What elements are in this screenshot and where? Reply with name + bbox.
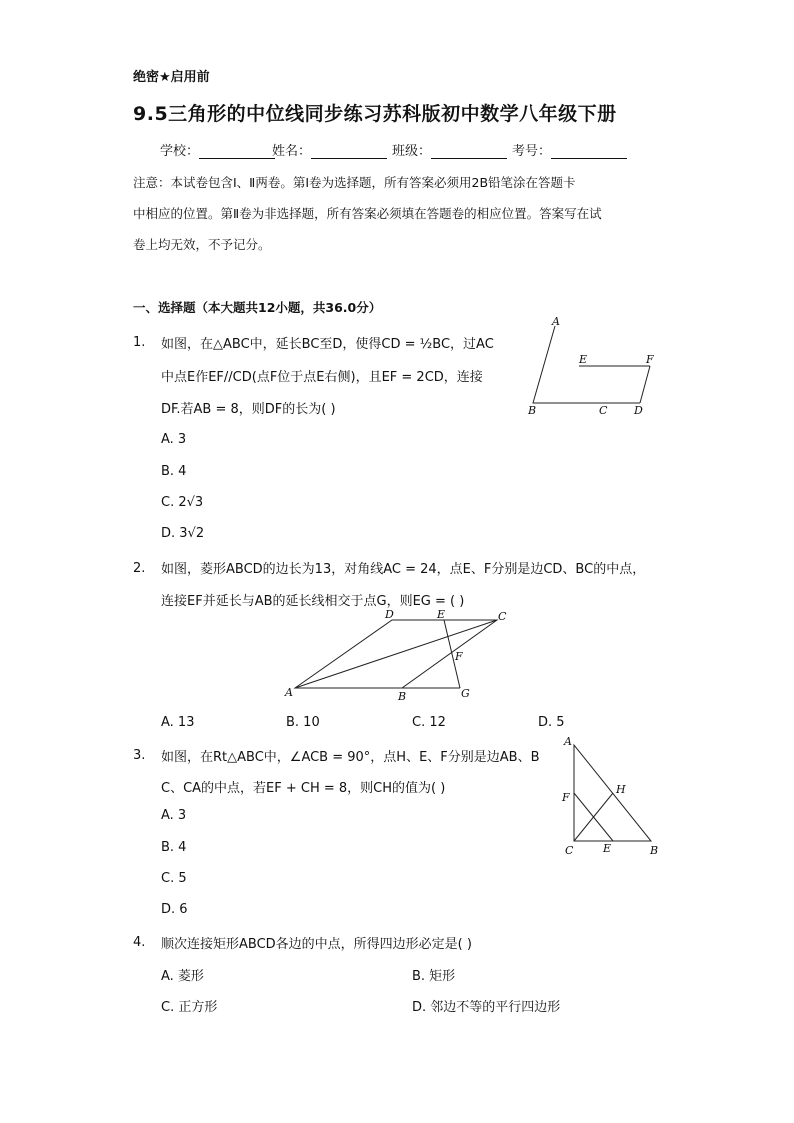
q2-label-a: A [285,686,293,699]
q2-option-d[interactable]: D. 5 [538,715,565,730]
q2-option-b[interactable]: B. 10 [286,715,320,730]
class-blank[interactable] [431,144,507,159]
q2-label-c: C [498,610,507,623]
class-label: 班级： [392,144,432,159]
q4-option-c[interactable]: C. 正方形 [161,1000,218,1015]
q1-figure [522,315,662,418]
q3-label-b: B [650,844,659,857]
q3-label-h: H [616,783,626,796]
q1-label-d: D [634,404,643,417]
q3-label-a: A [564,735,572,748]
notice-line-3: 卷上均无效，不予记分。 [133,237,271,252]
name-blank[interactable] [311,144,387,159]
q2-diagonal-ac [295,620,497,688]
school-label: 学校： [160,144,200,159]
exam-no-blank[interactable] [551,144,627,159]
q2-label-g: G [461,687,470,700]
q2-figure [282,610,512,705]
exam-no-label: 考号： [512,144,552,159]
q2-label-e: E [437,608,446,621]
q2-option-a[interactable]: A. 13 [161,715,195,730]
q2-label-b: B [398,690,407,703]
q1-option-d[interactable]: D. 3√2 [161,526,205,541]
q1-option-a[interactable]: A. 3 [161,432,187,447]
school-blank[interactable] [199,144,275,159]
secret-label: 绝密★启用前 [133,70,210,85]
q1-line-3: DF.若AB = 8，则DF的长为( ) [161,402,336,417]
q1-option-b[interactable]: B. 4 [161,464,187,479]
q1-line-1: 如图，在△ABC中，延长BC至D，使得CD = ½BC，过AC [161,337,494,352]
exam-no-field [512,140,627,159]
q4-option-b[interactable]: B. 矩形 [412,969,456,984]
q1-option-c[interactable]: C. 2√3 [161,495,204,510]
q1-label-e: E [579,353,588,366]
q3-label-e: E [603,842,612,855]
q2-number: 2. [133,561,146,576]
q1-label-b: B [528,404,537,417]
school-field [160,140,275,159]
q3-label-f: F [562,791,570,804]
q1-label-c: C [599,404,608,417]
q3-option-d[interactable]: D. 6 [161,902,188,917]
q3-number: 3. [133,748,146,763]
name-field [272,140,387,159]
q3-figure [558,733,668,861]
q3-line-2: C、CA的中点，若EF + CH = 8，则CH的值为( ) [161,781,446,796]
name-label: 姓名： [272,144,312,159]
notice-line-2: 中相应的位置。第Ⅱ卷为非选择题，所有答案必须填在答题卷的相应位置。答案写在试 [133,206,602,221]
q4-option-d[interactable]: D. 邻边不等的平行四边形 [412,1000,561,1015]
q1-number: 1. [133,335,146,350]
q1-triangle [533,326,604,403]
q1-line-2: 中点E作EF//CD(点F位于点E右侧)，且EF = 2CD，连接 [161,370,483,385]
q3-option-b[interactable]: B. 4 [161,840,187,855]
q4-number: 4. [133,935,146,950]
q2-option-c[interactable]: C. 12 [412,715,446,730]
page-title: 9.5三角形的中位线同步练习苏科版初中数学八年级下册 [133,103,617,125]
notice-line-1: 注意：本试卷包含Ⅰ、Ⅱ两卷。第Ⅰ卷为选择题，所有答案必须用2B铅笔涂在答题卡 [133,175,576,190]
section-title: 一、选择题（本大题共12小题，共36.0分） [133,300,382,315]
q4-option-a[interactable]: A. 菱形 [161,969,204,984]
q1-segment-df [640,366,650,403]
q3-option-a[interactable]: A. 3 [161,808,187,823]
q1-label-a: A [552,315,560,328]
q3-option-c[interactable]: C. 5 [161,871,187,886]
q3-line-1: 如图，在Rt△ABC中，∠ACB = 90°，点H、E、F分别是边AB、B [161,750,540,765]
q4-line-1: 顺次连接矩形ABCD各边的中点，所得四边形必定是( ) [161,937,472,952]
q2-line-2: 连接EF并延长与AB的延长线相交于点G，则EG = ( ) [161,594,465,609]
q1-label-f: F [646,353,654,366]
q2-label-d: D [385,608,394,621]
q2-line-1: 如图，菱形ABCD的边长为13，对角线AC = 24，点E、F分别是边CD、BC的中点， [161,562,646,577]
q3-label-c: C [565,844,574,857]
q2-label-f: F [455,650,463,663]
class-field [392,140,507,159]
